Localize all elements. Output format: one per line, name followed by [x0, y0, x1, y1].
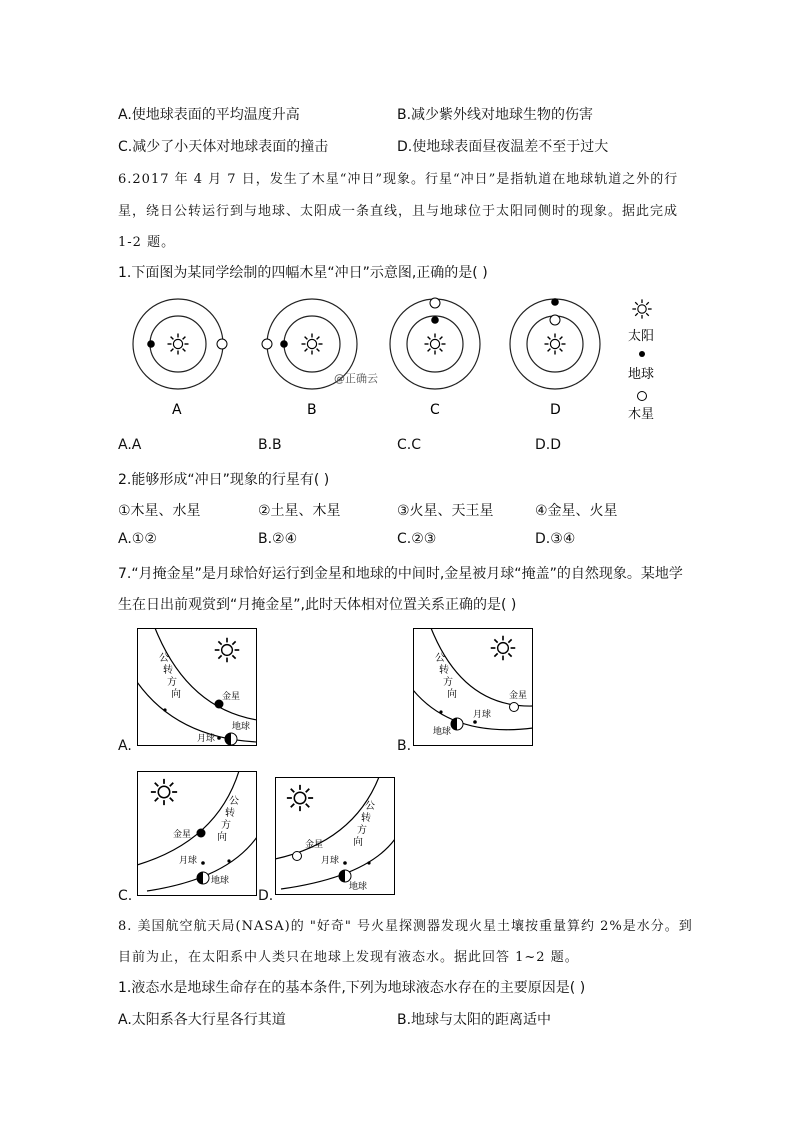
sun-icon: [632, 299, 651, 318]
svg-text:向: 向: [353, 837, 363, 848]
svg-text:转: 转: [361, 813, 371, 824]
svg-text:转: 转: [225, 808, 235, 819]
q6-sub1-question: 1.下面图为某同学绘制的四幅木星“冲日”示意图,正确的是( ): [118, 265, 488, 281]
svg-text:转: 转: [439, 665, 449, 676]
q7-diagram-d: [275, 777, 395, 895]
diagram-d: [510, 298, 600, 418]
q8-intro-line-1: 8. 美国航空航天局(NASA)的 "好奇" 号火星探测器发现火星土壤按重量算约 2%是水分。到: [118, 919, 693, 934]
svg-text:方: 方: [443, 677, 453, 688]
q5-option-c: C.减少了小天体对地球表面的撞击: [118, 139, 329, 155]
q6-sub2-item-1: ①木星、水星: [118, 503, 201, 519]
svg-text:转: 转: [163, 665, 173, 676]
svg-text:地球: 地球: [211, 876, 230, 886]
svg-text:公: 公: [159, 653, 169, 664]
jupiter-dot: [262, 339, 272, 349]
diagram-a: [133, 299, 227, 418]
svg-text:月球: 月球: [321, 856, 340, 866]
q7-option-c-letter: C.: [118, 888, 133, 904]
sun-icon: [215, 638, 240, 663]
q6-sub2-option-d: D.③④: [535, 531, 576, 547]
q5-option-b: B.减少紫外线对地球生物的伤害: [397, 107, 594, 123]
sun-icon: [168, 334, 189, 355]
diagram-label-a: A: [172, 402, 182, 418]
q6-sub2-item-4: ④金星、火星: [535, 503, 618, 519]
svg-text:地球: 地球: [628, 367, 655, 382]
moon-dot: [201, 861, 205, 865]
q7-option-d-letter: D.: [258, 888, 274, 904]
svg-text:公: 公: [229, 796, 239, 807]
q7-option-a-letter: A.: [118, 738, 132, 754]
earth-legend-dot: [639, 351, 645, 357]
venus-dot: [510, 703, 519, 712]
q6-sub2-option-c: C.②③: [397, 531, 437, 547]
venus-dot: [197, 829, 206, 838]
svg-text:地球: 地球: [433, 727, 452, 737]
q6-sub1-option-a: A.A: [118, 437, 142, 453]
jupiter-legend-dot: [638, 392, 647, 401]
moon-dot: [473, 720, 477, 724]
svg-text:金星: 金星: [173, 830, 192, 840]
q7-line-2: 生在日出前观赏到“月掩金星”,此时天体相对位置关系正确的是( ): [118, 597, 517, 613]
q6-sub1-option-d: D.D: [535, 437, 562, 453]
diagram-label-d: D: [550, 402, 561, 418]
venus-dot: [215, 700, 224, 709]
q7-diagram-b: [413, 628, 533, 746]
q7-line-1: 7.“月掩金星”是月球恰好运行到金星和地球的中间时,金星被月球“掩盖”的自然现象。某地学: [118, 566, 683, 582]
diagram-label-c: C: [430, 402, 440, 418]
svg-text:金星: 金星: [509, 691, 528, 701]
q7-diagram-c: [137, 771, 257, 896]
q6-sub2-item-2: ②土星、木星: [258, 503, 341, 519]
q6-sub2-option-a: A.①②: [118, 531, 157, 547]
jupiter-opposition-figure: [110, 292, 670, 424]
earth-dot: [551, 298, 559, 306]
q7-diagram-a: [137, 628, 257, 746]
diagram-b: [262, 299, 378, 418]
watermark: @正确云: [334, 372, 378, 385]
svg-text:公: 公: [365, 801, 375, 812]
q5-option-a: A.使地球表面的平均温度升高: [118, 107, 300, 123]
svg-text:金星: 金星: [305, 840, 324, 850]
q5-option-d: D.使地球表面昼夜温差不至于过大: [397, 139, 609, 155]
jupiter-dot: [217, 339, 227, 349]
svg-text:地球: 地球: [232, 722, 251, 732]
q8-sub1-option-b: B.地球与太阳的距离适中: [397, 1012, 552, 1028]
q6-sub1-option-b: B.B: [258, 437, 282, 453]
svg-text:向: 向: [447, 689, 457, 700]
svg-text:太阳: 太阳: [628, 329, 655, 344]
svg-text:方: 方: [221, 820, 231, 831]
venus-dot: [293, 852, 302, 861]
svg-text:向: 向: [217, 832, 227, 843]
q7-option-b-letter: B.: [397, 738, 412, 754]
jupiter-dot: [430, 298, 440, 308]
q8-sub1-option-a: A.太阳系各大行星各行其道: [118, 1012, 286, 1028]
q6-intro-line-1: 6.2017 年 4 月 7 日，发生了木星“冲日”现象。行星“冲日”是指轨道在地球轨道之外的行: [118, 172, 679, 187]
q6-sub2-question: 2.能够形成“冲日”现象的行星有( ): [118, 472, 330, 488]
q6-sub2-item-3: ③火星、天王星: [397, 503, 494, 519]
svg-text:方: 方: [357, 825, 367, 836]
diagram-label-b: B: [307, 402, 317, 418]
sun-icon: [302, 334, 323, 355]
moon-dot: [217, 736, 221, 740]
q6-sub1-option-c: C.C: [397, 437, 422, 453]
jupiter-dot: [550, 315, 560, 325]
sun-icon: [491, 636, 516, 661]
moon-dot: [343, 861, 347, 865]
sun-icon: [151, 779, 177, 805]
q6-intro-line-2: 星，绕日公转运行到与地球、太阳成一条直线，且与地球位于太阳同侧时的现象。据此完成: [118, 204, 679, 219]
sun-icon: [287, 785, 313, 811]
svg-text:木星: 木星: [628, 407, 655, 422]
svg-text:月球: 月球: [197, 734, 216, 744]
sun-icon: [545, 334, 566, 355]
earth-dot: [431, 316, 439, 324]
q8-intro-line-2: 目前为止，在太阳系中人类只在地球上发现有液态水。据此回答 1~2 题。: [118, 950, 579, 965]
svg-text:向: 向: [171, 689, 181, 700]
svg-text:月球: 月球: [179, 856, 198, 866]
svg-text:地球: 地球: [349, 882, 368, 892]
q6-intro-line-3: 1-2 题。: [118, 235, 176, 250]
svg-text:公: 公: [435, 653, 445, 664]
earth-dot: [280, 340, 288, 348]
q6-sub2-option-b: B.②④: [258, 531, 298, 547]
svg-text:金星: 金星: [222, 692, 241, 702]
diagram-c: [390, 298, 480, 418]
earth-dot: [147, 340, 155, 348]
sun-icon: [425, 334, 446, 355]
svg-text:方: 方: [167, 677, 177, 688]
q8-sub1-question: 1.液态水是地球生命存在的基本条件,下列为地球液态水存在的主要原因是( ): [118, 980, 586, 996]
legend: [628, 299, 654, 422]
svg-text:月球: 月球: [473, 710, 492, 720]
